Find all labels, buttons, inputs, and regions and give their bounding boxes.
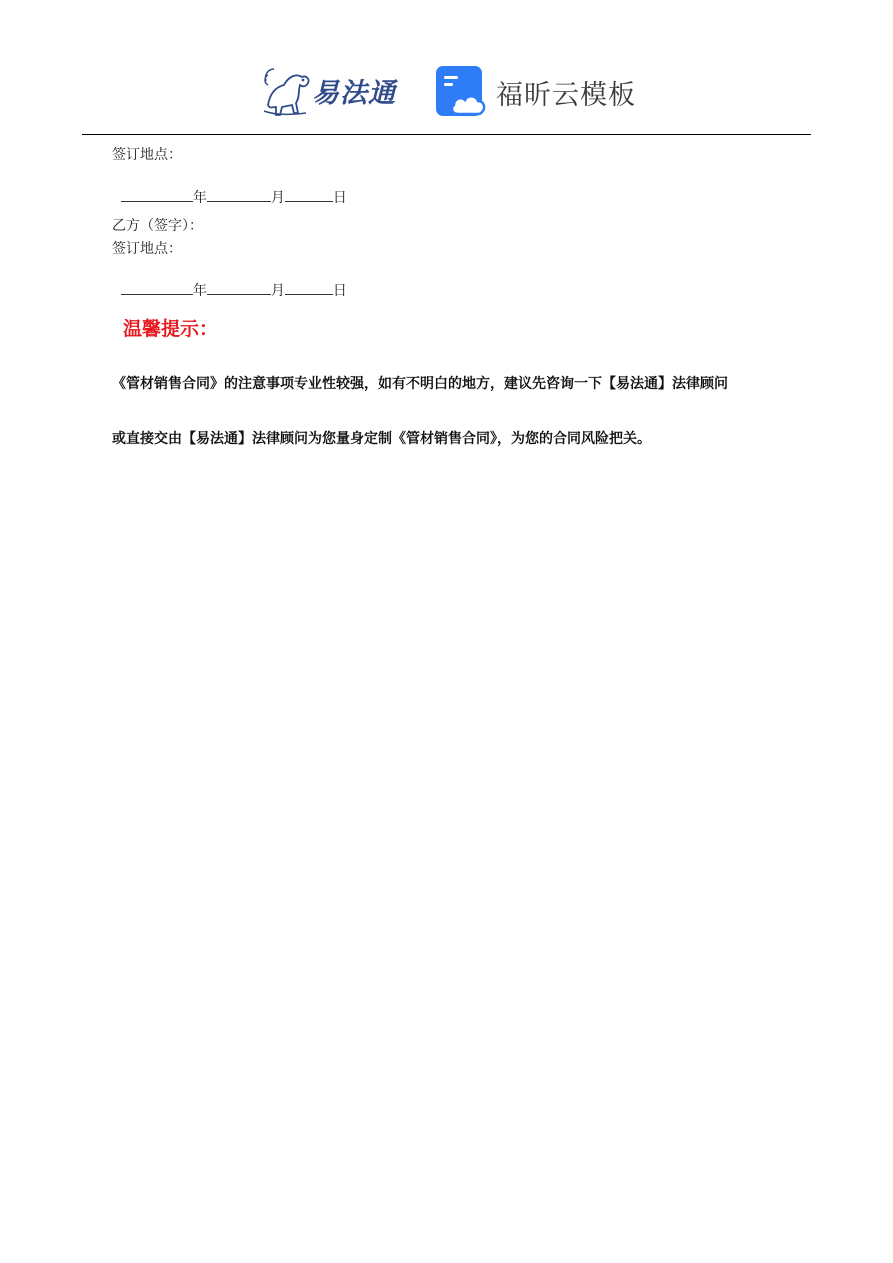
logo1-text: 易法通 xyxy=(312,77,396,109)
day-label: 日 xyxy=(332,190,347,206)
month-blank xyxy=(207,188,271,202)
logo2-text: 福昕云模板 xyxy=(496,79,636,111)
signing-date-2 xyxy=(112,263,347,300)
month-blank xyxy=(207,281,271,295)
year-label: 年 xyxy=(192,190,207,206)
month-label: 月 xyxy=(270,190,285,206)
party-b-signature-label: 乙方（签字）： xyxy=(112,218,203,234)
signing-date-1 xyxy=(112,170,347,207)
tip-body-line-2: 或直接交由【易法通】法律顾问为您量身定制《管材销售合同》，为您的合同风险把关。 xyxy=(112,431,651,447)
qilin-icon xyxy=(262,63,316,117)
day-blank xyxy=(285,281,333,295)
day-label: 日 xyxy=(332,283,347,299)
yifatong-logo xyxy=(262,62,412,118)
header-divider xyxy=(82,134,811,135)
signing-place-label-2: 签订地点： xyxy=(112,241,182,257)
cloud-document-icon xyxy=(436,66,488,118)
signing-place-label-1: 签订地点： xyxy=(112,147,182,163)
fuxin-template-logo xyxy=(436,66,636,118)
tip-title: 温馨提示： xyxy=(123,318,219,340)
day-blank xyxy=(285,188,333,202)
year-label: 年 xyxy=(192,283,207,299)
year-blank xyxy=(121,281,193,295)
year-blank xyxy=(121,188,193,202)
month-label: 月 xyxy=(270,283,285,299)
tip-body-line-1: 《管材销售合同》的注意事项专业性较强，如有不明白的地方，建议先咨询一下【易法通】法律顾问 xyxy=(112,376,728,392)
page-header xyxy=(0,0,893,136)
